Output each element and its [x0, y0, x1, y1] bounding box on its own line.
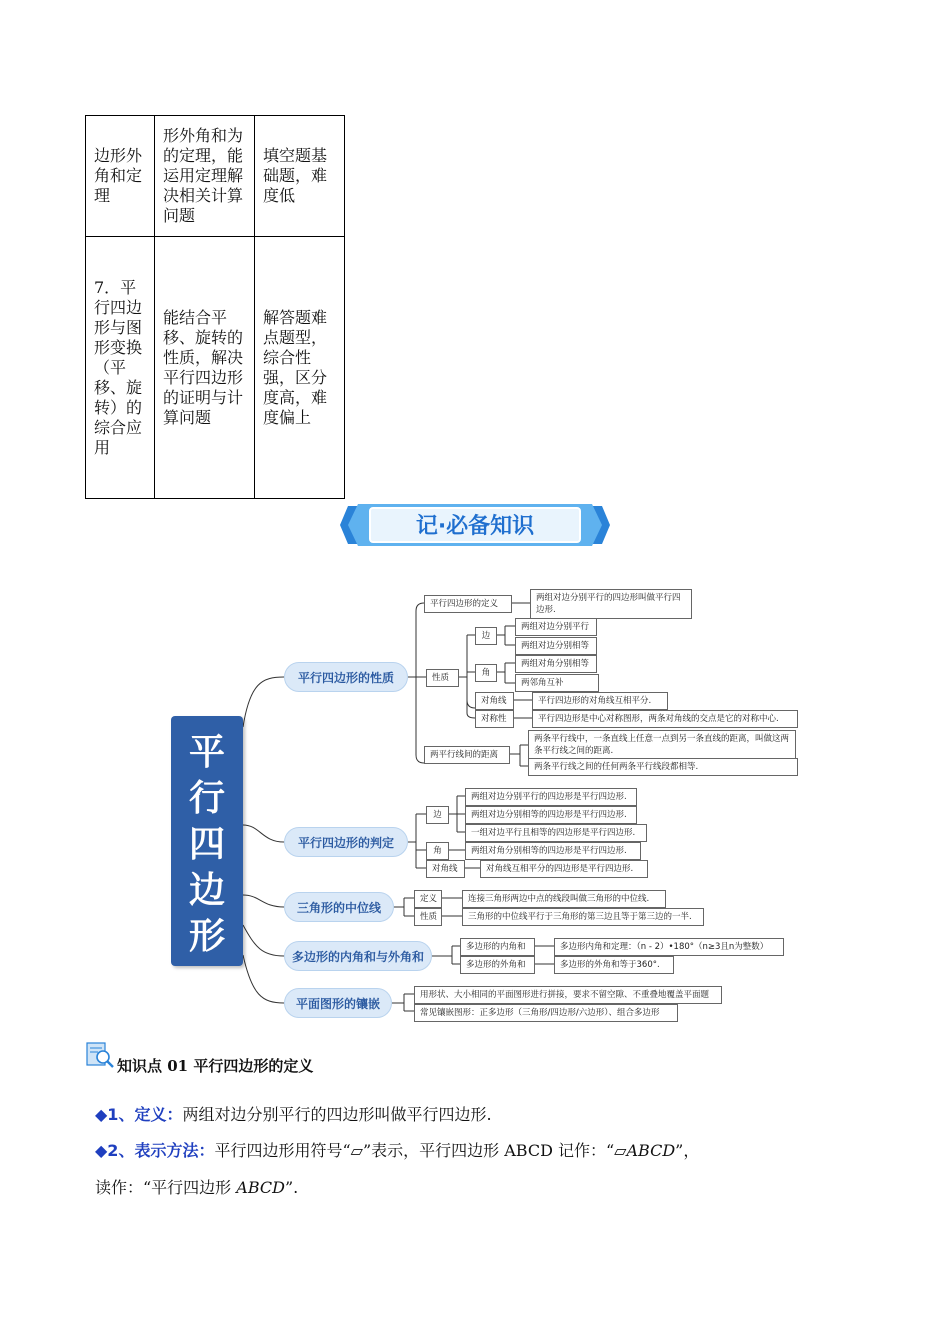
table-row: [85, 236, 345, 499]
branch-midline: 三角形的中位线: [284, 892, 394, 922]
table-cell: 解答题难点题型，综合性强，区分度高，难度偏上: [263, 307, 328, 427]
table-cell: 填空题基础题，难度低: [263, 146, 328, 205]
reading-text: ”.: [284, 1178, 299, 1197]
tessellation-text-2: 常见镶嵌图形：正多边形（三角形/四边形/六边形）、组合多边形: [414, 1004, 678, 1022]
definition-heading: ◆1、定义：: [95, 1105, 183, 1124]
notation-heading: ◆2、表示方法：: [95, 1141, 215, 1160]
mind-map: [0, 575, 950, 1025]
exterior-angle-text: 多边形的外角和等于360°.: [554, 956, 674, 974]
criteria-diagonal-label: 对角线: [426, 860, 465, 878]
midline-prop-label: 性质: [414, 908, 442, 926]
branch-polygon-angles: 多边形的内角和与外角和: [284, 941, 432, 971]
reading-paragraph: [95, 1176, 298, 1200]
criteria-angle-label: 角: [426, 842, 449, 860]
requirements-table: [85, 115, 345, 499]
criteria-diagonal-1: 对角线互相平分的四边形是平行四边形.: [480, 860, 648, 878]
criteria-side-label: 边: [426, 806, 449, 824]
definition-paragraph: [95, 1103, 492, 1127]
midline-def-label: 定义: [414, 890, 442, 908]
branch-properties: 平行四边形的性质: [284, 662, 408, 692]
table-row: [85, 115, 345, 236]
tessellation-text-1: 用形状、大小相同的平面图形进行拼接，要求不留空隙、不重叠地覆盖平面题: [414, 986, 722, 1004]
symmetry-property: 平行四边形是中心对称图形，两条对角线的交点是它的对称中心.: [532, 710, 798, 728]
symmetry-label: 对称性: [475, 710, 514, 728]
diagonal-label: 对角线: [475, 692, 514, 710]
table-cell: 能结合平移、旋转的性质，解决平行四边形的证明与计算问题: [155, 237, 255, 498]
table-cell: 7．平行四边形与图形变换（平移、旋转）的综合应用: [86, 237, 155, 498]
parallelogram-symbol: ▱: [350, 1141, 363, 1160]
midline-prop-text: 三角形的中位线平行于三角形的第三边且等于第三边的一半.: [462, 908, 704, 926]
parallel-distance-prop: 两条平行线之间的任何两条平行线段都相等.: [528, 758, 798, 776]
angle-label: 角: [475, 664, 497, 682]
notation-example: ▱ABCD: [614, 1141, 676, 1160]
notation-paragraph: [95, 1139, 699, 1163]
center-title-char: 边: [188, 870, 225, 911]
interior-angle-text: 多边形内角和定理：（n - 2）•180°（n≥3且n为整数）: [554, 938, 784, 956]
side-property-1: 两组对边分别平行: [515, 618, 597, 636]
diagonal-property: 平行四边形的对角线互相平分.: [532, 692, 668, 710]
criteria-side-2: 两组对边分别相等的四边形是平行四边形.: [465, 806, 637, 824]
definition-body: 两组对边分别平行的四边形叫做平行四边形.: [182, 1105, 492, 1124]
center-title-char: 行: [188, 778, 225, 819]
knowledge-point-title: 知识点 01 平行四边形的定义: [117, 1057, 314, 1075]
definition-text: 两组对边分别平行的四边形叫做平行四边形.: [530, 589, 692, 619]
section-banner: [340, 498, 610, 552]
center-title-char: 形: [188, 916, 225, 957]
table-cell: 边形外角和定理: [86, 116, 155, 236]
banner-title: 记·必备知识: [415, 514, 535, 539]
notation-text: ”表示，平行四边形 ABCD 记作：“: [362, 1141, 615, 1160]
center-title-char: 四: [188, 824, 225, 865]
notation-text: ”，: [675, 1141, 700, 1160]
definition-label: 平行四边形的定义: [424, 595, 512, 613]
side-label: 边: [475, 627, 497, 645]
midline-def-text: 连接三角形两边中点的线段叫做三角形的中位线.: [462, 890, 666, 908]
center-title-char: 平: [188, 732, 225, 773]
mind-map-center: [171, 716, 243, 966]
criteria-angle-1: 两组对角分别相等的四边形是平行四边形.: [465, 842, 641, 860]
table-cell: 形外角和为 的定理，能运用定理解决相关计算问题: [155, 116, 255, 236]
criteria-side-1: 两组对边分别平行的四边形是平行四边形.: [465, 788, 637, 806]
center-title: [171, 730, 243, 960]
reading-text: 读作：“平行四边形: [95, 1178, 237, 1197]
angle-property-2: 两邻角互补: [515, 674, 599, 692]
branch-tessellation: 平面图形的镶嵌: [284, 988, 392, 1018]
parallel-distance-def: 两条平行线中，一条直线上任意一点到另一条直线的距离，叫做这两条平行线之间的距离.: [528, 730, 796, 760]
reading-example: ABCD: [236, 1178, 285, 1197]
knowledge-point-icon: [86, 1040, 116, 1070]
interior-angle-label: 多边形的内角和: [460, 938, 535, 956]
side-property-2: 两组对边分别相等: [515, 637, 597, 655]
properties-label: 性质: [426, 669, 459, 687]
parallel-distance-label: 两平行线间的距离: [424, 746, 510, 764]
notation-text: 平行四边形用符号“: [214, 1141, 351, 1160]
angle-property-1: 两组对角分别相等: [515, 655, 597, 673]
criteria-side-3: 一组对边平行且相等的四边形是平行四边形.: [465, 824, 647, 842]
branch-criteria: 平行四边形的判定: [284, 827, 408, 857]
exterior-angle-label: 多边形的外角和: [460, 956, 535, 974]
